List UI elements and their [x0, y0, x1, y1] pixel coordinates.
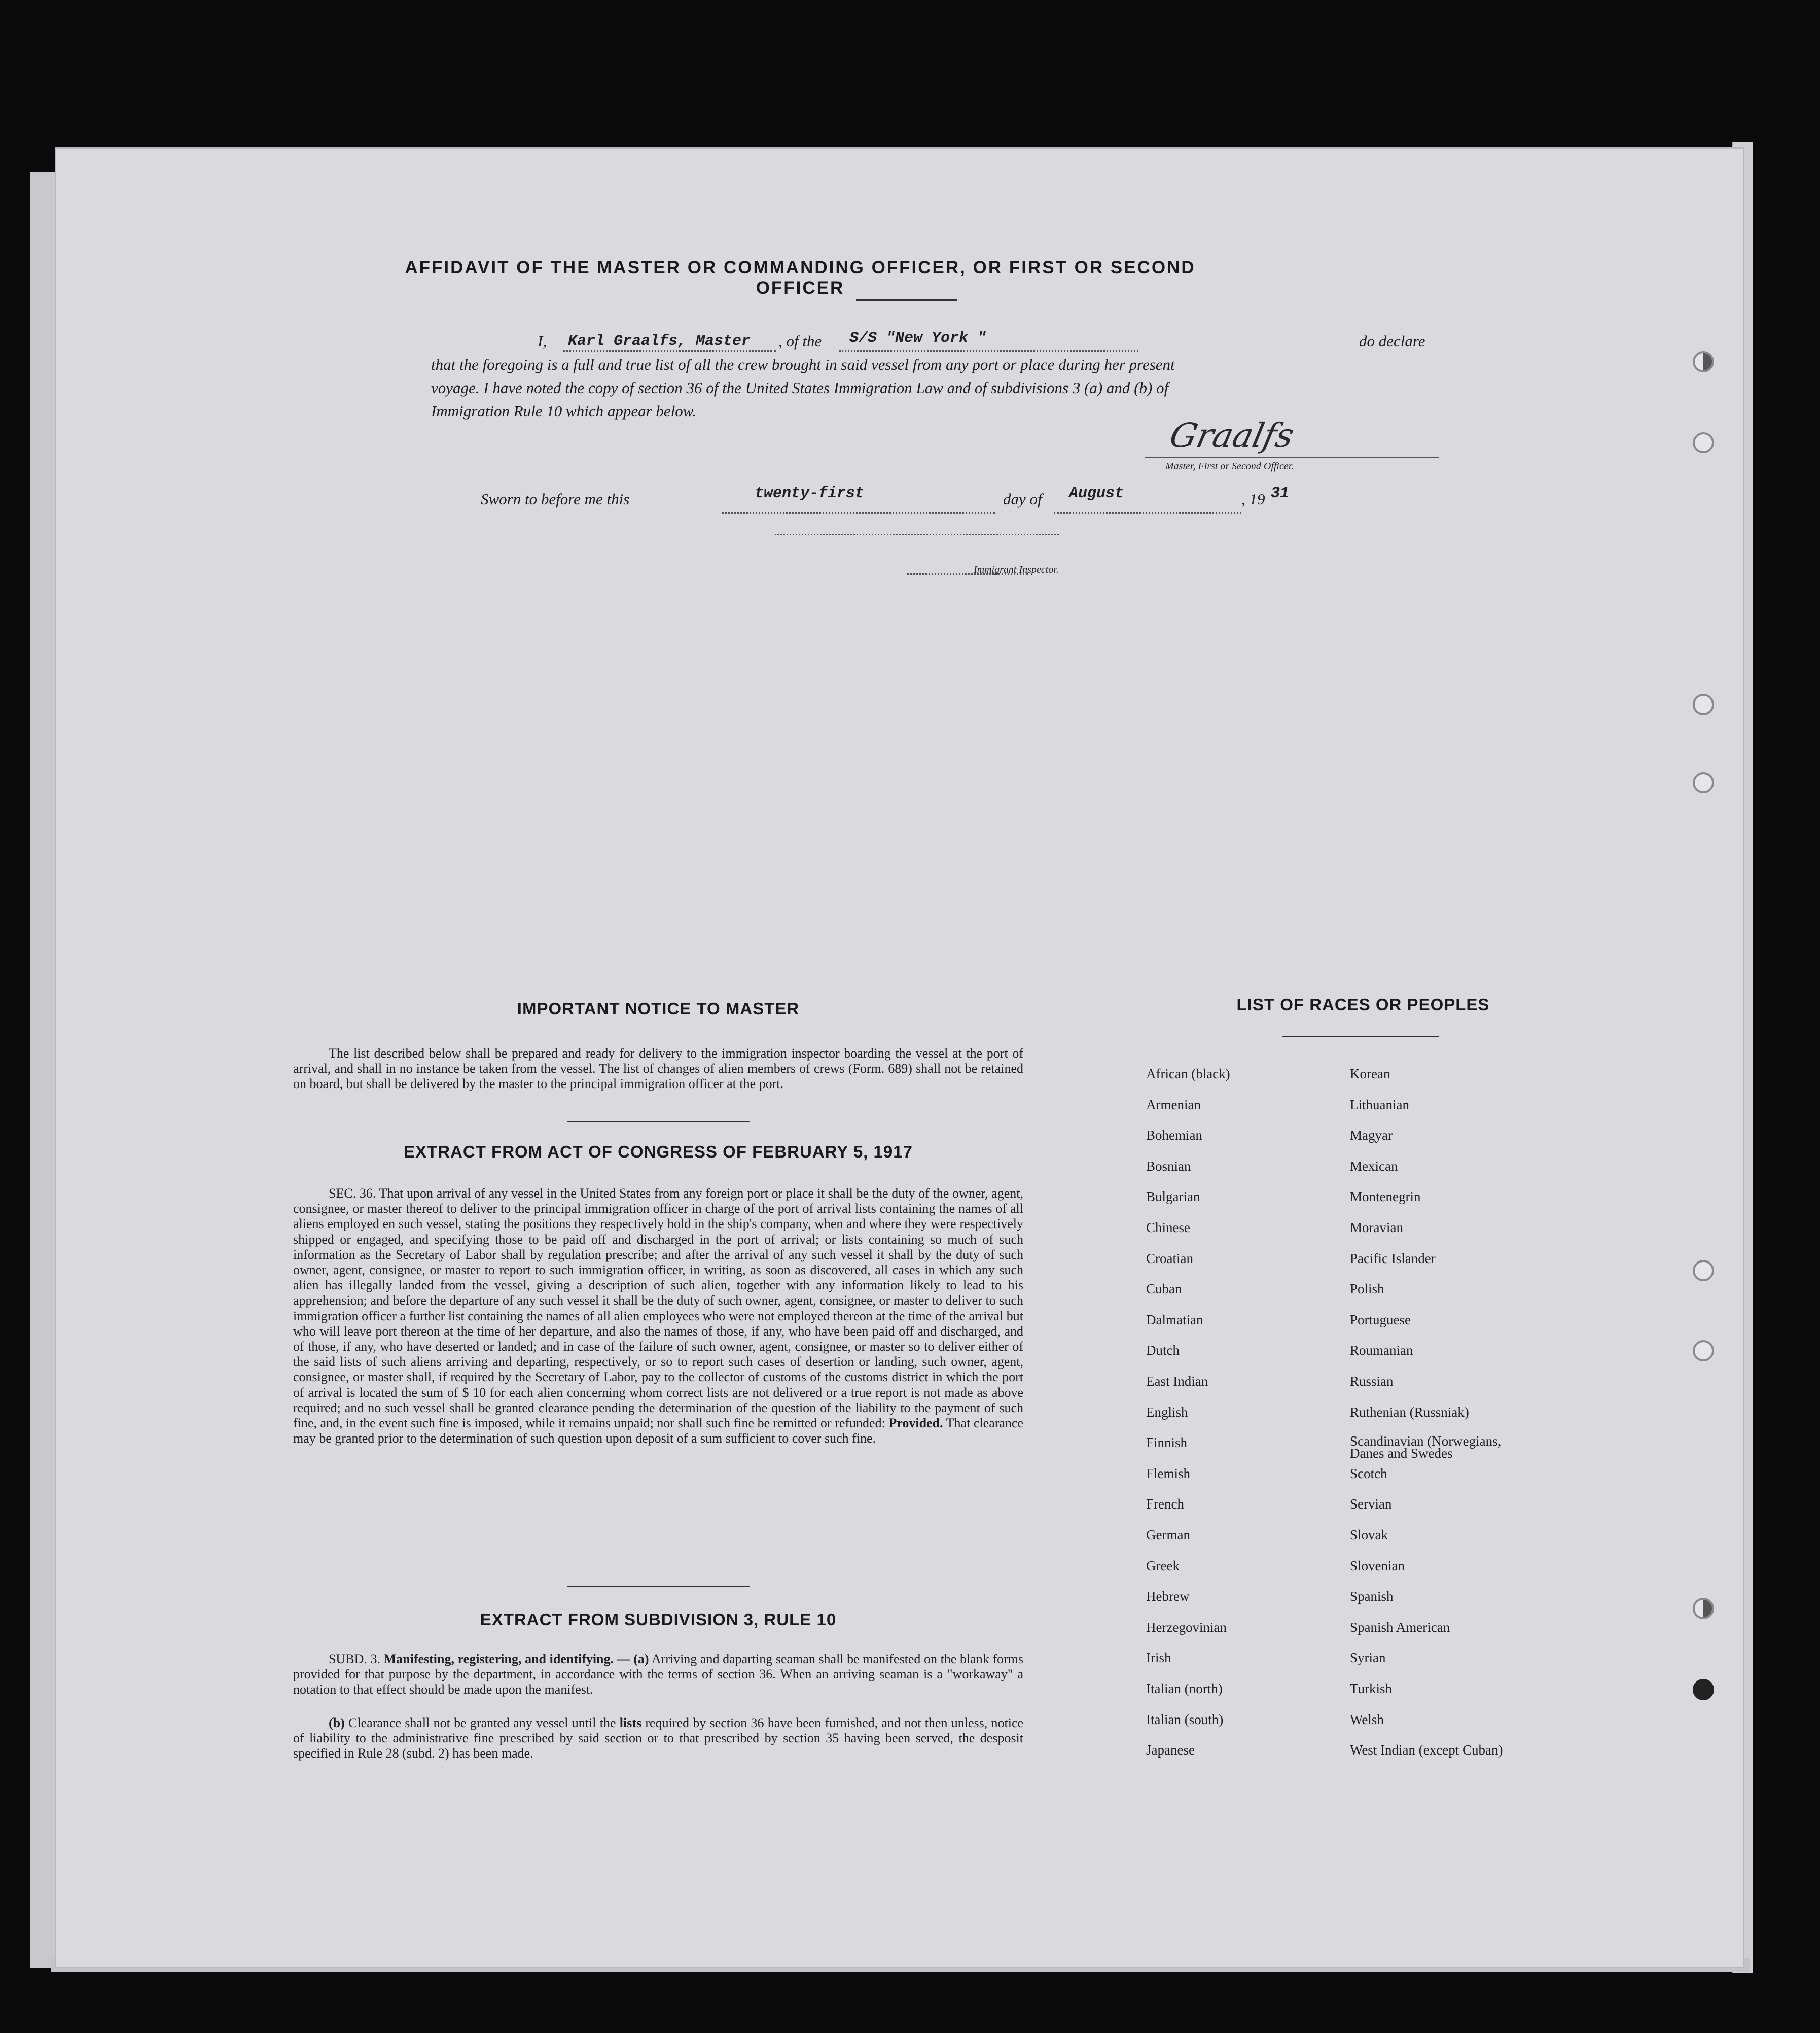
act-title: EXTRACT FROM ACT OF CONGRESS OF FEBRUARY 5, 1917 — [404, 1142, 913, 1161]
race-item: Pacific Islander — [1350, 1250, 1436, 1266]
vessel-name: S/S "New York " — [849, 330, 987, 347]
day-of-label: day of — [1003, 490, 1042, 508]
subd-heading: Manifesting, registering, and identifying. — [383, 1652, 614, 1666]
notice-title: IMPORTANT NOTICE TO MASTER — [517, 999, 800, 1018]
race-item: Dutch — [1146, 1343, 1180, 1358]
punch-hole-icon — [1693, 772, 1714, 793]
race-item: Finnish — [1146, 1435, 1188, 1451]
punch-hole-icon — [1693, 1340, 1714, 1361]
race-item: Polish — [1350, 1281, 1384, 1297]
act-body: SEC. 36. That upon arrival of any vessel in the United States from any foreign port or place it shall be the duty of the owner, agent, consignee, or master thereof to deliver to the principal immigration officer in charge of the port of arrival lists containing the names of all aliens employed en such vessel, stating the positions they respectively hold in the ship's company, when and where they were respectively shipped or engaged, and specifying those to be paid off and discharged in the port of arrival; or lists containing so much of such information as the Secretary of Labor shall by regulation prescribe; and after the arrival of any such vessel it shall by the duty of such owner, agent, consignee, or master to report to such immigration officer, in writing, as soon as discovered, all cases in which any such alien has illegally landed from the vessel, giving a description of such alien, together with any information likely to lead to his apprehension; and before the departure of any such vessel it shall be the duty of such owner, agent, consignee, or master to deliver to such immigration officer a further list containing the names of all alien employees who were not employed thereon at the time of the arrival but who will leave port thereon at the time of her departure, and also the names of those, if any, who have been paid off and discharged, and of those, if any, who have deserted or landed; and in case of the failure of such owner, agent, consignee, or master so to deliver either of the said lists of such aliens arriving and departing, respectively, or so to report such cases of desertion or landing, such owner, agent, consignee, or master shall, if required by the Secretary of Labor, pay to the collector of customs of the customs district in which the port of arrival is located the sum of $ 10 for each alien concerning whom correct lists are not delivered or a true report is not made as above required; and no such vessel shall be granted clearance pending the determination of the question of the liability to the payment of such fine, and, in the event such fine is imposed, while it remains unpaid; nor shall such fine be remitted or refunded: — [293, 1186, 1023, 1431]
signature-caption: Master, First or Second Officer. — [1165, 461, 1294, 472]
race-item: Scandinavian (Norwegians, Danes and Swedes — [1350, 1433, 1502, 1461]
race-item: Greek — [1146, 1558, 1180, 1573]
act-text — [293, 1186, 1023, 1446]
subd-b-text-2: required by section 36 have been furnished, and not then unless, notice of liability to the administrative fine prescribed by said section or to that prescribed by section 35 having been served, the desposit specified in Rule 28 (subd. 2) has been made. — [293, 1715, 1024, 1761]
race-item: Korean — [1350, 1066, 1390, 1081]
race-item: Portuguese — [1350, 1312, 1411, 1327]
race-item: Italian (north) — [1146, 1681, 1223, 1696]
race-item: Bulgarian — [1146, 1189, 1200, 1205]
race-item: Italian (south) — [1146, 1711, 1224, 1727]
race-item: Irish — [1146, 1650, 1171, 1666]
race-item: Roumanian — [1350, 1343, 1413, 1358]
punch-hole-icon — [1693, 1260, 1714, 1281]
title-divider — [856, 299, 957, 301]
sworn-line — [481, 485, 1292, 515]
rule-subd-a — [293, 1652, 1023, 1697]
of-the-label: , of the — [778, 332, 822, 350]
master-name: Karl Graalfs, Master — [568, 333, 751, 350]
race-item: West Indian (except Cuban) — [1350, 1742, 1503, 1758]
race-item: Slovak — [1350, 1527, 1388, 1543]
i-label: I, — [538, 332, 547, 350]
year-prefix: , 19 — [1241, 490, 1265, 508]
do-declare-label: do declare — [1359, 332, 1425, 350]
race-item: Magyar — [1350, 1128, 1393, 1143]
race-item: Russian — [1350, 1374, 1394, 1389]
inspector-caption: Immigrant Inspector. — [974, 564, 1059, 575]
year-suffix: 31 — [1271, 485, 1290, 502]
races-divider — [1282, 1036, 1439, 1037]
race-item: French — [1146, 1496, 1184, 1512]
race-item: Japanese — [1146, 1742, 1195, 1758]
race-item: Slovenian — [1350, 1558, 1405, 1573]
sworn-day: twenty-first — [755, 485, 865, 502]
race-item: Hebrew — [1146, 1589, 1190, 1604]
race-item: Turkish — [1350, 1681, 1393, 1696]
punch-hole-icon — [1693, 1679, 1714, 1700]
subd-b-lists: lists — [619, 1715, 642, 1730]
notice-text: The list described below shall be prepared and ready for delivery to the immigration inspector boarding the vessel at the port of arrival, and shall in no instance be taken from the vessel. The list of changes of alien members of crews (Form. 689) shall not be retained on board, but shall be delivered by the master to the principal immigration officer at the port. — [293, 1046, 1023, 1091]
subd-label: SUBD. 3. — [329, 1652, 380, 1666]
race-item: Bohemian — [1146, 1128, 1202, 1143]
race-item: Welsh — [1350, 1711, 1384, 1727]
race-item: German — [1146, 1527, 1190, 1543]
race-item: Spanish — [1350, 1589, 1394, 1604]
affidavit-title: AFFIDAVIT OF THE MASTER OR COMMANDING OFFICER, OR FIRST OR SECOND OFFICER — [405, 258, 1196, 298]
race-item: Dalmatian — [1146, 1312, 1203, 1327]
race-item: Scotch — [1350, 1465, 1387, 1481]
race-item: Lithuanian — [1350, 1097, 1409, 1112]
race-item: East Indian — [1146, 1374, 1208, 1389]
subd-a-label: — (a) — [617, 1652, 649, 1666]
sworn-month: August — [1069, 485, 1124, 502]
race-item: African (black) — [1146, 1066, 1230, 1081]
statement-line-3: Immigration Rule 10 which appear below. — [431, 402, 696, 420]
race-item: Ruthenian (Russniak) — [1350, 1404, 1469, 1420]
race-item: Syrian — [1350, 1650, 1386, 1666]
punch-hole-icon — [1693, 432, 1714, 453]
punch-hole-icon — [1693, 694, 1714, 715]
race-item: Croatian — [1146, 1250, 1193, 1266]
statement-line-1: that the foregoing is a full and true list of all the crew brought in said vessel from any port or place during her present — [431, 356, 1175, 373]
rule-title: EXTRACT FROM SUBDIVISION 3, RULE 10 — [480, 1610, 837, 1629]
subd-b-label: (b) — [329, 1715, 345, 1730]
race-item: Chinese — [1146, 1220, 1190, 1235]
statement-line-2: voyage. I have noted the copy of section 36 of the United States Immigration Law and of subdivisions 3 (a) and (b) of — [431, 379, 1169, 397]
document-page — [55, 147, 1744, 1968]
race-item: Servian — [1350, 1496, 1392, 1512]
races-title: LIST OF RACES OR PEOPLES — [1236, 995, 1490, 1014]
section-divider — [567, 1121, 750, 1122]
punch-hole-icon — [1693, 351, 1714, 372]
sworn-label: Sworn to before me this — [481, 490, 630, 508]
inspector-signature-line — [775, 533, 1059, 535]
rule-subd-b — [293, 1715, 1023, 1761]
race-item: Spanish American — [1350, 1619, 1450, 1635]
act-tail: That clearance may be granted prior to the determination of such question upon deposit of a sum sufficient to cover such fine. — [293, 1416, 1024, 1446]
race-item: Montenegrin — [1350, 1189, 1421, 1205]
master-signature: Graalfs — [1166, 416, 1298, 455]
race-item: Armenian — [1146, 1097, 1201, 1112]
section-divider — [567, 1586, 750, 1587]
race-item: Herzegovinian — [1146, 1619, 1227, 1635]
subd-b-text-1: Clearance shall not be granted any vessel until the — [348, 1715, 616, 1730]
race-item: Flemish — [1146, 1465, 1191, 1481]
signature-line — [1145, 457, 1439, 458]
race-item: Mexican — [1350, 1158, 1398, 1174]
race-item: English — [1146, 1404, 1188, 1420]
race-item: Bosnian — [1146, 1158, 1191, 1174]
race-item: Cuban — [1146, 1281, 1182, 1297]
punch-hole-icon — [1693, 1598, 1714, 1619]
subd-a-text: Arriving and daparting seaman shall be manifested on the blank forms provided for that purpose by the department, in accordance with the terms of section 36. When an arriving seaman is a "workaway" a notation to that effect should be made upon the manifest. — [293, 1652, 1024, 1697]
race-item: Moravian — [1350, 1220, 1403, 1235]
act-provided: Provided. — [888, 1416, 943, 1431]
